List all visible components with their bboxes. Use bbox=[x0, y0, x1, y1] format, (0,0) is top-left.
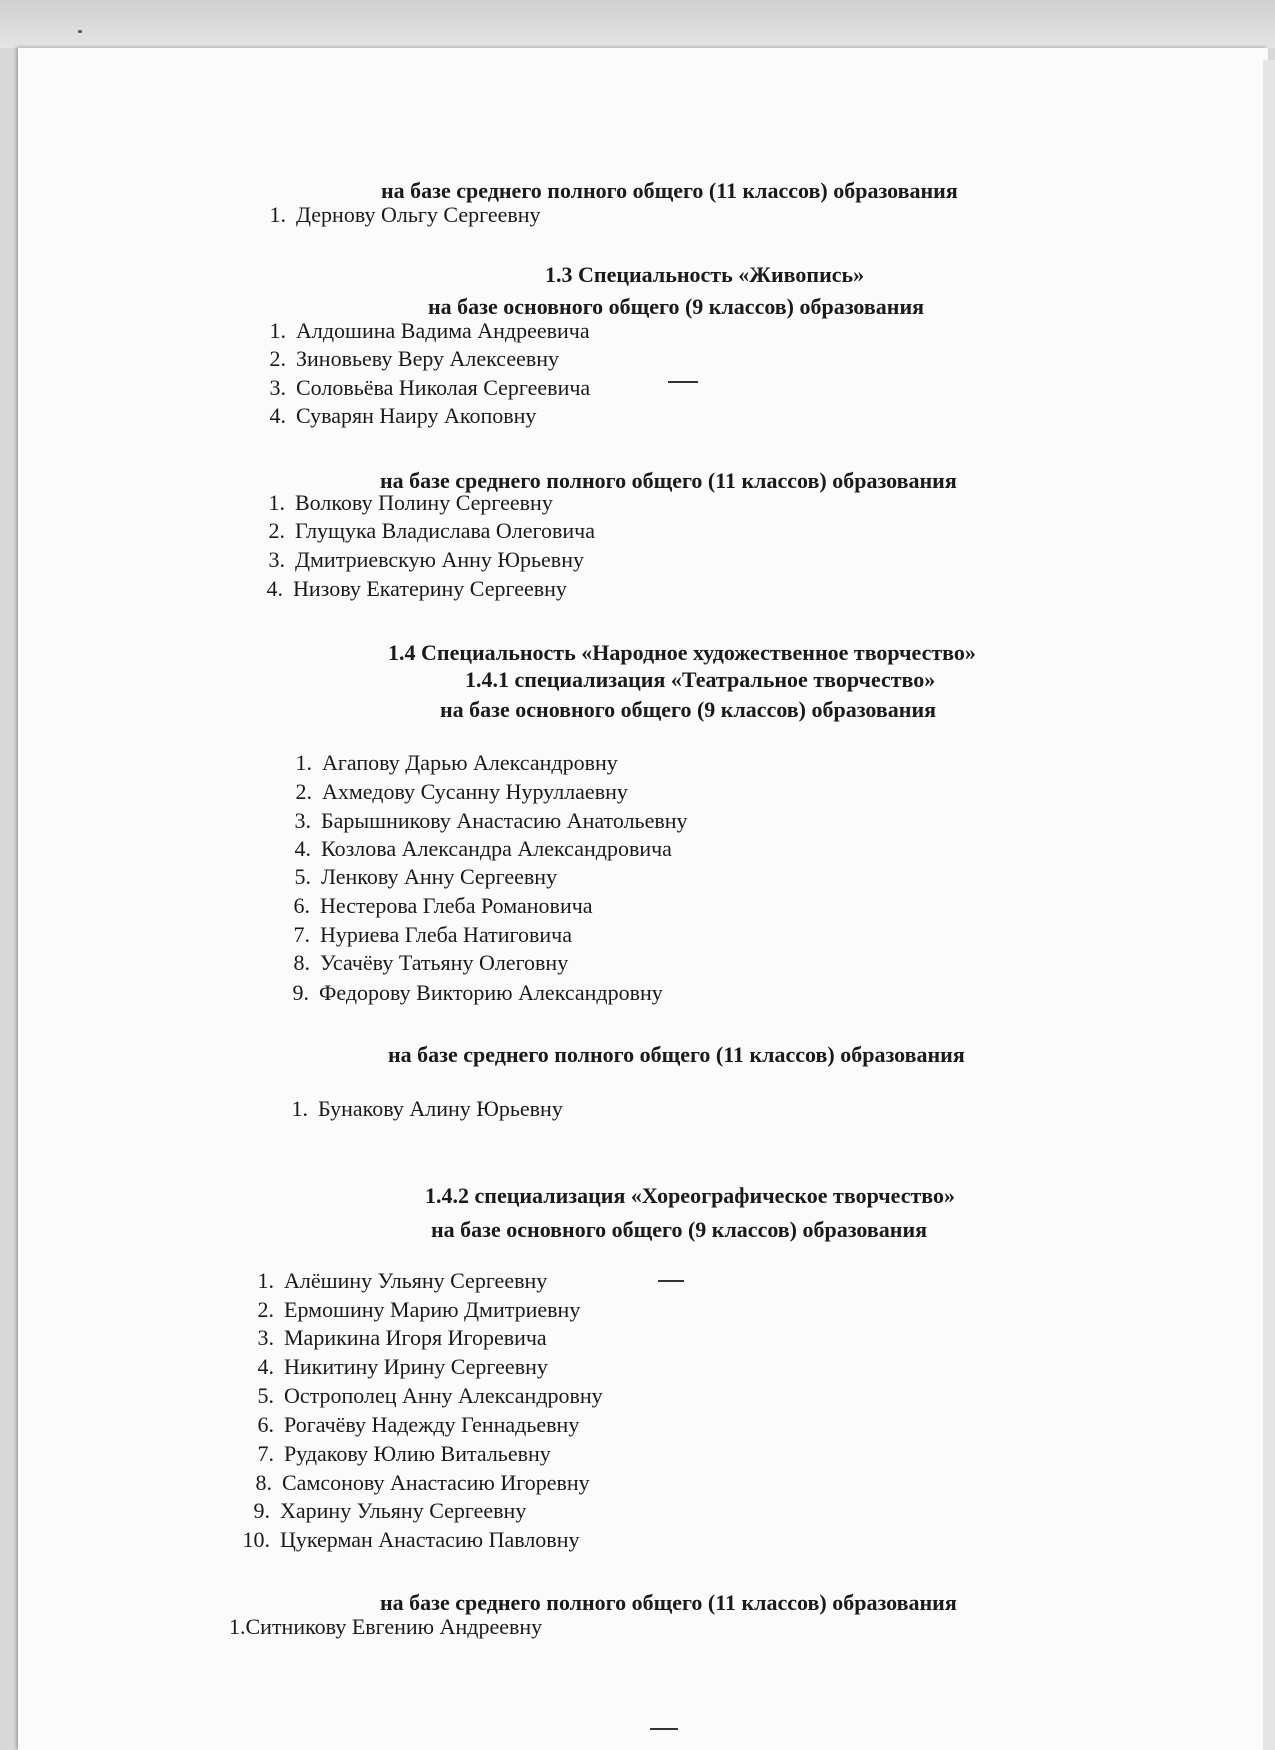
heading-basic-9: на базе основного общего (9 классов) образования bbox=[431, 1217, 928, 1242]
scan-speck bbox=[78, 30, 82, 33]
list-item: 9. Федорову Викторию Александровну bbox=[292, 980, 663, 1005]
list-item: 2. Зиновьеву Веру Алексеевну bbox=[269, 346, 560, 371]
subsection-title-theatre: 1.4.1 специализация «Театральное творчество» bbox=[465, 667, 936, 692]
list-item: 4. Низову Екатерину Сергеевну bbox=[266, 576, 567, 601]
list-item: 1. Дернову Ольгу Сергеевну bbox=[269, 202, 541, 227]
list-item: 3. Барышникову Анастасию Анатольевну bbox=[294, 808, 688, 833]
list-item: 1. Агапову Дарью Александровну bbox=[295, 750, 618, 775]
list-item: 10. Цукерман Анастасию Павловну bbox=[242, 1527, 580, 1552]
list-item: 7. Нуриева Глеба Натиговича bbox=[293, 922, 572, 947]
heading-secondary-11: на базе среднего полного общего (11 классов) образования bbox=[380, 1590, 957, 1615]
list-item: 5. Ленкову Анну Сергеевну bbox=[294, 864, 558, 889]
list-item: 6. Рогачёву Надежду Геннадьевну bbox=[257, 1412, 580, 1437]
list-item: 2. Глущука Владислава Олеговича bbox=[268, 518, 595, 543]
list-item: 5. Острополец Анну Александровну bbox=[257, 1383, 603, 1408]
section-title-folk-art: 1.4 Специальность «Народное художественное творчество» bbox=[388, 640, 976, 665]
list-item: 4. Никитину Ирину Сергеевну bbox=[257, 1354, 548, 1379]
list-item: 4. Козлова Александра Александровича bbox=[294, 836, 672, 861]
list-item: 8. Усачёву Татьяну Олеговну bbox=[293, 950, 569, 975]
scan-right-edge bbox=[1263, 60, 1275, 1750]
list-item: 3. Дмитриевскую Анну Юрьевну bbox=[268, 547, 584, 572]
pen-mark bbox=[658, 1280, 684, 1282]
list-item: 9. Харину Ульяну Сергеевну bbox=[253, 1498, 527, 1523]
list-item: 2. Ахмедову Сусанну Нуруллаевну bbox=[295, 779, 628, 804]
list-item: 3. Соловьёва Николая Сергеевича bbox=[269, 375, 591, 400]
list-item: 3. Марикина Игоря Игоревича bbox=[257, 1325, 547, 1350]
list-item: 8. Самсонову Анастасию Игоревну bbox=[255, 1470, 590, 1495]
list-item: 6. Нестерова Глеба Романовича bbox=[293, 893, 593, 918]
list-item: 2. Ермошину Марию Дмитриевну bbox=[257, 1297, 581, 1322]
list-item: 1. Бунакову Алину Юрьевну bbox=[291, 1096, 563, 1121]
list-item: 1. Алдошина Вадима Андреевича bbox=[269, 318, 590, 343]
pen-mark bbox=[650, 1728, 678, 1730]
heading-basic-9: на базе основного общего (9 классов) образования bbox=[428, 294, 925, 319]
heading-basic-9: на базе основного общего (9 классов) образования bbox=[440, 697, 937, 722]
heading-secondary-11: на базе среднего полного общего (11 классов) образования bbox=[388, 1042, 965, 1067]
list-item: 7. Рудакову Юлию Витальевну bbox=[257, 1441, 551, 1466]
list-item: 1. Алёшину Ульяну Сергеевну bbox=[257, 1268, 548, 1293]
section-title-painting: 1.3 Специальность «Живопись» bbox=[545, 262, 865, 287]
heading-secondary-11: на базе среднего полного общего (11 классов) образования bbox=[380, 468, 957, 493]
pen-mark bbox=[668, 381, 698, 383]
heading-secondary-11: на базе среднего полного общего (11 классов) образования bbox=[381, 178, 958, 203]
scan-top-strip bbox=[0, 0, 1275, 48]
subsection-title-choreography: 1.4.2 специализация «Хореографическое творчество» bbox=[425, 1183, 956, 1208]
list-item: 1.Ситникову Евгению Андреевну bbox=[229, 1614, 543, 1639]
list-item: 4. Суварян Наиру Акоповну bbox=[269, 403, 537, 428]
list-item: 1. Волкову Полину Сергеевну bbox=[268, 490, 553, 515]
